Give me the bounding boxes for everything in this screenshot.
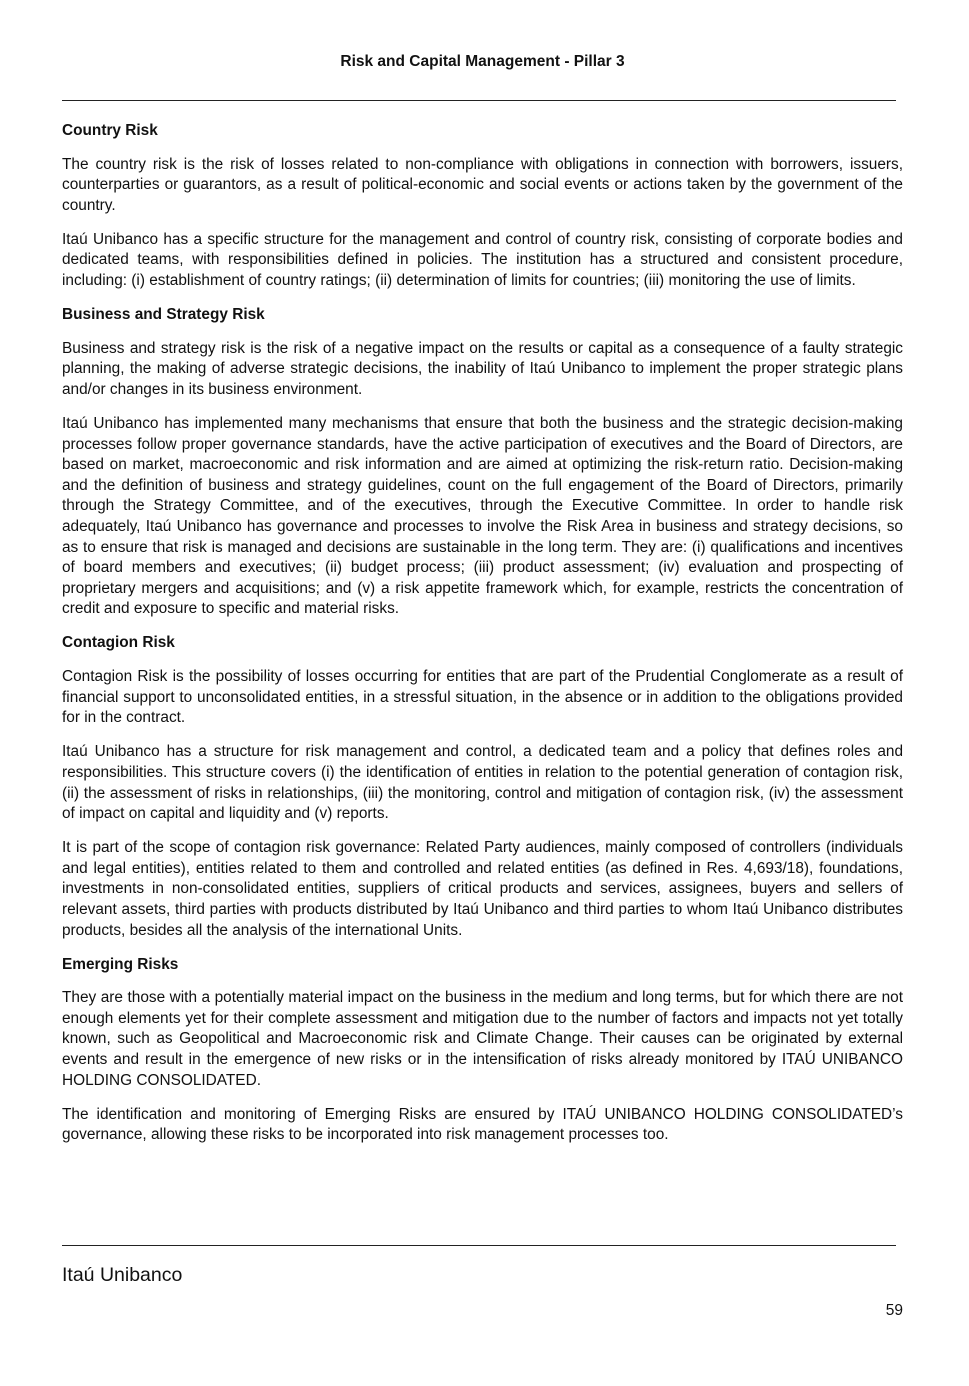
footer-brand: Itaú Unibanco	[62, 1264, 183, 1286]
section-emerging-risks	[62, 955, 903, 1146]
paragraph: Itaú Unibanco has a specific structure for the management and control of country risk, consisting of corporate bodies and dedicated teams, with responsibilities defined in policies. The institution has a structured and consistent procedure, including: (i) establishment of country ratings; (ii) determination of limits for countries; (iii) monitoring the use of limits.	[62, 230, 903, 290]
section-heading: Contagion Risk	[62, 634, 175, 652]
footer-divider	[62, 1245, 896, 1246]
paragraph: The country risk is the risk of losses related to non-compliance with obligations in connection with borrowers, issuers, counterparties or guarantors, as a result of political-economic and social events or actions taken by the government of the country.	[62, 155, 903, 214]
paragraph: Itaú Unibanco has a structure for risk management and control, a dedicated team and a policy that defines roles and responsibilities. This structure covers (i) the identification of entities in relation to the potential generation of contagion risk, (ii) the assessment of risks in relationships, (iii) the monitoring, control and mitigation of contagion risk, (iv) the assessment of impact on capital and liquidity and (v) reports.	[62, 743, 903, 823]
paragraph: It is part of the scope of contagion risk governance: Related Party audiences, mainly composed of controllers (individuals and legal entities), entities related to them and controlled and related entities (as defined in Res. 4,693/18), foundations, investments in non-consolidated entities, suppliers of critical products and services, assignees, buyers and sellers of relevant assets, third parties with products distributed by Itaú Unibanco and third parties to whom Itaú Unibanco distributes products, besides all the analysis of the international Units.	[62, 839, 903, 939]
paragraph: Itaú Unibanco has implemented many mechanisms that ensure that both the business and the strategic decision-making processes follow proper governance standards, have the active participation of executives and the Board of Directors, are based on market, macroeconomic and risk information and are aimed at optimizing the risk-return ratio. Decision-making and the definition of business and strategy guidelines, count on the full engagement of the Board of Directors, primarily through the Strategy Committee, and of the executives, through the Executive Committee. In order to handle risk adequately, Itaú Unibanco has governance and processes to involve the Risk Area in business and strategy decisions, so as to ensure that risk is managed and decisions are sustainable in the long term. They are: (i) qualifications and incentives of board members and executives; (ii) budget process; (iii) product assessment; (iv) evaluation and prospecting of proprietary mergers and acquisitions; and (v) a risk appetite framework which, for example, restricts the concentration of credit and exposure to specific and material risks.	[62, 415, 903, 618]
section-country-risk	[62, 121, 903, 292]
paragraph: They are those with a potentially material impact on the business in the medium and long terms, but for which there are not enough elements yet for their complete assessment and mitigation due to the number of factors and impacts not yet totally known, such as Geopolitical and Macroeconomic risk and Climate Change. Their causes can be originated by external events and result in the emergence of new risks or in the intensification of risks already monitored by ITAÚ UNIBANCO HOLDING CONSOLIDATED.	[62, 989, 903, 1089]
header-divider	[62, 100, 896, 101]
page-number: 59	[885, 1302, 903, 1319]
paragraph: The identification and monitoring of Emerging Risks are ensured by ITAÚ UNIBANCO HOLDING CONSOLIDATED’s governance, allowing these risks to be incorporated into risk management processes too.	[62, 1105, 903, 1144]
paragraph: Contagion Risk is the possibility of losses occurring for entities that are part of the Prudential Conglomerate as a result of financial support to unconsolidated entities, in a stressful situation, in the absence or in addition to the obligations provided for in the contract.	[62, 668, 903, 727]
page-header-title: Risk and Capital Management - Pillar 3	[340, 53, 625, 70]
section-heading: Country Risk	[62, 122, 158, 139]
paragraph: Business and strategy risk is the risk of a negative impact on the results or capital as a consequence of a faulty strategic planning, the making of adverse strategic decisions, the inability of Itaú Unibanco to implement the proper strategic plans and/or changes in its business environment.	[62, 339, 903, 398]
section-business-strategy-risk	[62, 305, 903, 620]
section-contagion-risk	[62, 633, 903, 941]
section-heading: Business and Strategy Risk	[62, 306, 265, 324]
section-heading: Emerging Risks	[62, 955, 179, 973]
document-body	[62, 121, 903, 1159]
